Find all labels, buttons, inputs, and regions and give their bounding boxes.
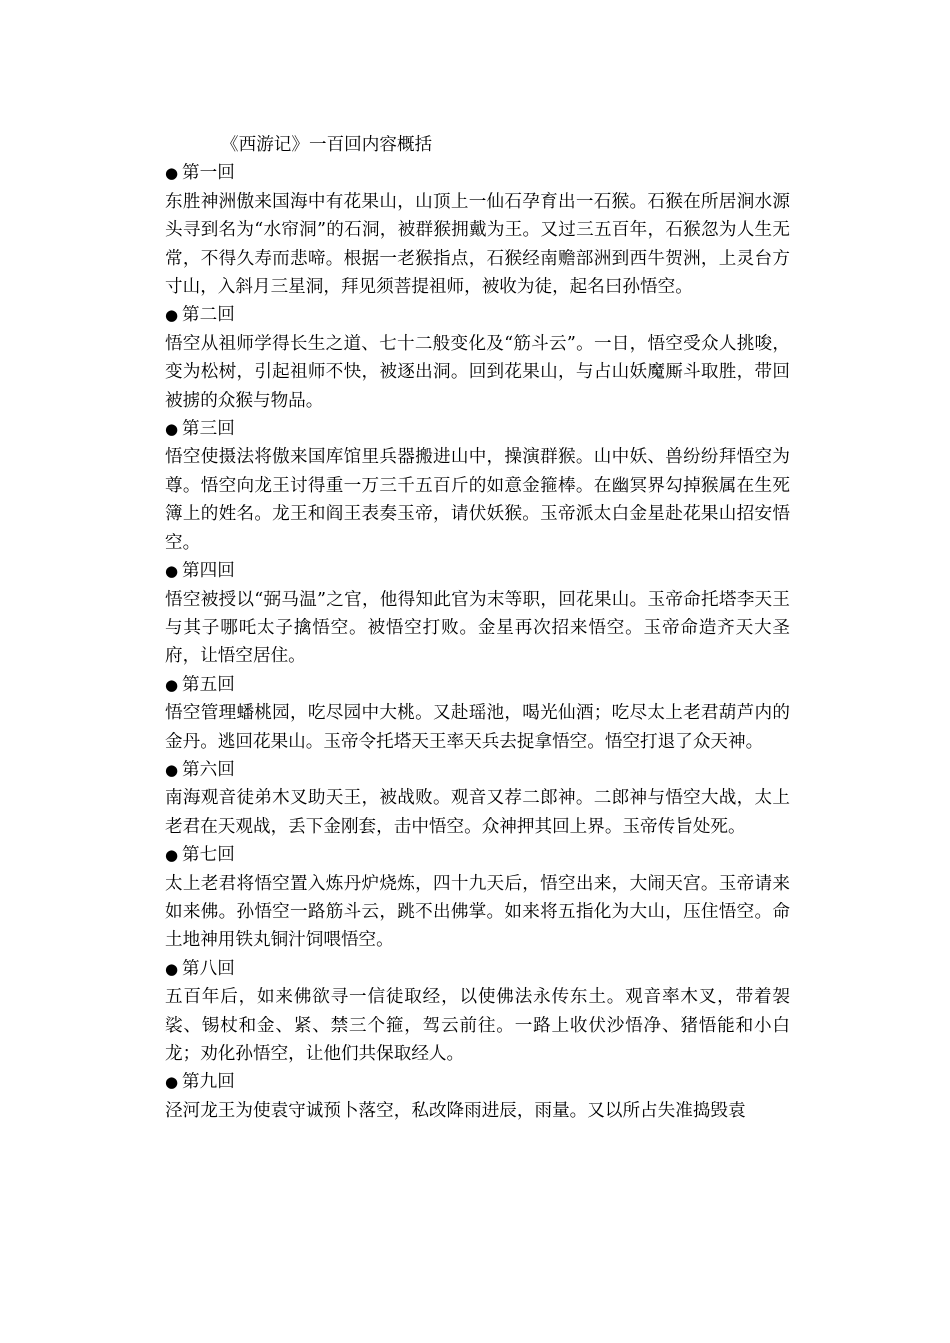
bullet-icon: ● [165, 846, 179, 865]
chapter-heading [165, 756, 790, 784]
chapter-section [165, 756, 790, 841]
chapter-heading-label: 第三回 [182, 419, 235, 440]
chapter-text: 悟空管理蟠桃园，吃尽园中大桃。又赴瑶池，喝光仙酒；吃尽太上老君葫芦内的金丹。逃回花果山。玉帝令托塔天王率天兵去捉拿悟空。悟空打退了众天神。 [165, 703, 790, 752]
chapter-text: 悟空被授以“弼马温”之官，他得知此官为末等职，回花果山。玉帝命托塔李天王与其子哪吒太子擒悟空。被悟空打败。金星再次招来悟空。玉帝命造齐天大圣府，让悟空居住。 [165, 589, 790, 667]
chapter-text: 五百年后，如来佛欲寻一信徒取经，以使佛法永传东土。观音率木叉，带着袈裟、锡杖和金、紧、禁三个箍，驾云前往。一路上收伏沙悟净、猪悟能和小白龙；劝化孙悟空，让他们共保取经人。 [165, 987, 790, 1064]
chapter-text: 南海观音徒弟木叉助天王，被战败。观音又荐二郎神。二郎神与悟空大战，太上老君在天观战，丢下金刚套，击中悟空。众神押其回上界。玉帝传旨处死。 [165, 788, 790, 837]
chapter-heading [165, 159, 790, 187]
chapter-section [165, 557, 790, 671]
bullet-icon: ● [165, 959, 179, 978]
chapter-text: 悟空从祖师学得长生之道、七十二般变化及“筋斗云”。一日，悟空受众人挑唆，变为松树，引起祖师不快，被逐出洞。回到花果山，与占山妖魔厮斗取胜，带回被掳的众猴与物品。 [165, 333, 790, 411]
chapter-text: 太上老君将悟空置入炼丹炉烧炼，四十九天后，悟空出来，大闹天宫。玉帝请来如来佛。孙悟空一路筋斗云，跳不出佛掌。如来将五指化为大山，压住悟空。命土地神用铁丸铜汁饲喂悟空。 [165, 873, 790, 951]
chapter-heading [165, 671, 790, 699]
chapter-heading [165, 1068, 790, 1096]
chapter-heading-label: 第八回 [182, 958, 235, 979]
bullet-icon: ● [165, 306, 179, 325]
chapter-text: 东胜神洲傲来国海中有花果山，山顶上一仙石孕育出一石猴。石猴在所居涧水源头寻到名为“水帘洞”的石洞，被群猴拥戴为王。又过三五百年，石猴忽为人生无常，不得久寿而悲啼。根据一老猴指点，石猴经南赡部洲到西牛贺洲，上灵台方寸山，入斜月三星洞，拜见须菩提祖师，被收为徒，起名曰孙悟空。 [165, 191, 790, 298]
chapter-heading-label: 第六回 [182, 759, 235, 780]
document-content [165, 131, 790, 1125]
chapter-section [165, 955, 790, 1069]
bullet-icon: ● [165, 1073, 179, 1092]
chapter-text: 悟空使摄法将傲来国库馆里兵器搬进山中，操演群猴。山中妖、兽纷纷拜悟空为尊。悟空向龙王讨得重一万三千五百斤的如意金箍棒。在幽冥界勾掉猴属在生死簿上的姓名。龙王和阎王表奏玉帝，请伏妖猴。玉帝派太白金星赴花果山招安悟空。 [165, 447, 790, 553]
bullet-icon: ● [165, 760, 179, 779]
bullet-icon: ● [165, 420, 179, 439]
chapter-heading-label: 第九回 [182, 1072, 235, 1093]
chapter-section [165, 415, 790, 557]
chapter-heading [165, 557, 790, 585]
chapter-section [165, 671, 790, 756]
chapter-section [165, 1068, 790, 1125]
chapter-heading [165, 301, 790, 329]
document-title: 《西游记》一百回内容概括 [221, 135, 433, 155]
chapter-heading-label: 第二回 [182, 305, 235, 326]
chapter-heading-label: 第五回 [182, 674, 235, 695]
chapter-heading-label: 第七回 [182, 845, 235, 866]
chapter-heading [165, 415, 790, 443]
bullet-icon: ● [165, 164, 179, 183]
chapter-section [165, 841, 790, 955]
chapter-section [165, 159, 790, 301]
chapter-text: 泾河龙王为使袁守诚预卜落空，私改降雨进辰，雨量。又以所占失准捣毁袁 [165, 1100, 746, 1121]
bullet-icon: ● [165, 562, 179, 581]
chapter-heading [165, 955, 790, 983]
chapter-section [165, 301, 790, 415]
chapter-heading-label: 第四回 [182, 561, 235, 582]
bullet-icon: ● [165, 675, 179, 694]
chapter-heading-label: 第一回 [182, 163, 235, 184]
chapter-heading [165, 841, 790, 869]
